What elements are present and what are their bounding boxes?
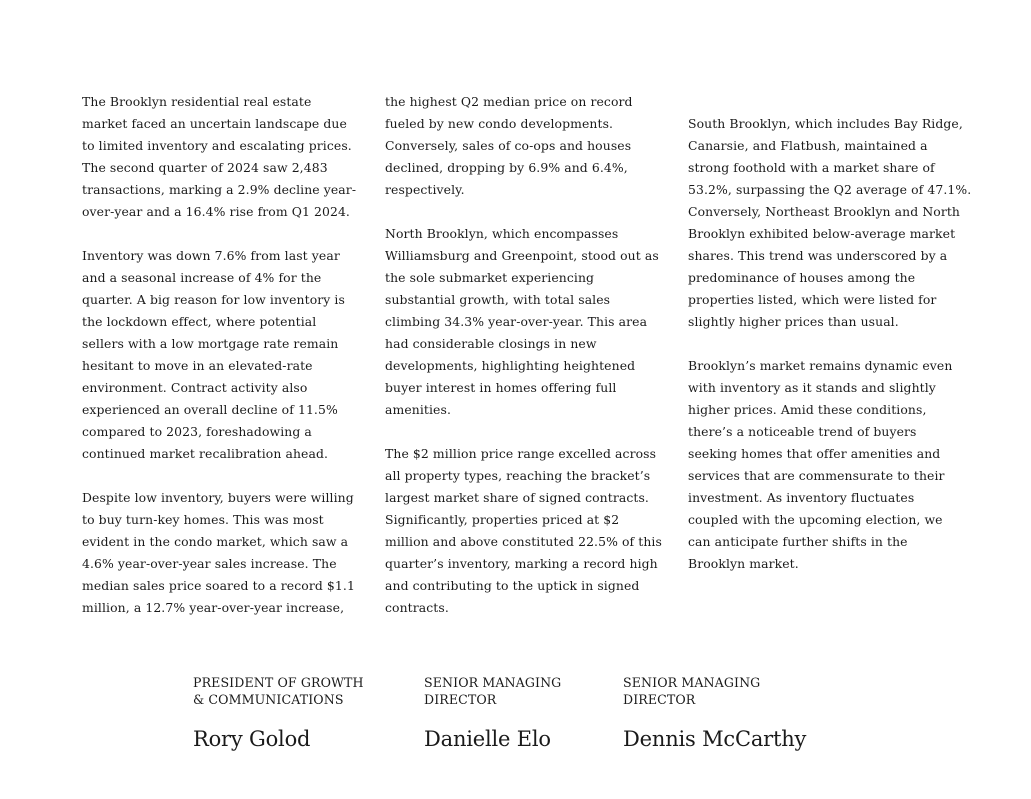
text-column-2 — [385, 91, 662, 619]
text-line: fueled by new condo developments. — [385, 116, 614, 131]
text-line: 53.2%, surpassing the Q2 average of 47.1%. — [688, 182, 972, 197]
text-line: to limited inventory and escalating prices. — [82, 138, 352, 153]
text-line: evident in the condo market, which saw a — [82, 534, 349, 549]
text-line: and contributing to the uptick in signed — [385, 578, 640, 593]
role-line: SENIOR MANAGING — [424, 675, 562, 690]
role-line: DIRECTOR — [623, 692, 696, 707]
paragraph-spacer — [385, 201, 662, 223]
paragraph — [688, 113, 971, 333]
text-line: the sole submarket experiencing — [385, 270, 595, 285]
text-line: Brooklyn exhibited below-average market — [688, 226, 956, 241]
text-line: The $2 million price range excelled across — [385, 446, 657, 461]
paragraph-spacer — [385, 421, 662, 443]
signatory-role — [193, 674, 364, 708]
text-line: largest market share of signed contracts. — [385, 490, 649, 505]
signatory-name: Danielle Elo — [424, 727, 551, 751]
text-line: Significantly, properties priced at $2 — [385, 512, 620, 527]
text-line: Williamsburg and Greenpoint, stood out as — [385, 248, 659, 263]
role-line: PRESIDENT OF GROWTH — [193, 675, 364, 690]
text-line: higher prices. Amid these conditions, — [688, 402, 927, 417]
text-line: the lockdown effect, where potential — [82, 314, 317, 329]
text-line: quarter’s inventory, marking a record high — [385, 556, 658, 571]
text-line: median sales price soared to a record $1.1 — [82, 578, 355, 593]
text-line: The Brooklyn residential real estate — [82, 94, 312, 109]
signatory-role — [424, 674, 561, 708]
text-line: all property types, reaching the bracket’s — [385, 468, 651, 483]
text-line: over-year and a 16.4% rise from Q1 2024. — [82, 204, 350, 219]
text-line: declined, dropping by 6.9% and 6.4%, — [385, 160, 628, 175]
paragraph-spacer — [688, 333, 971, 355]
text-line: experienced an overall decline of 11.5% — [82, 402, 338, 417]
text-line: hesitant to move in an elevated-rate — [82, 358, 313, 373]
text-line: with inventory as it stands and slightly — [688, 380, 936, 395]
paragraph — [385, 223, 662, 421]
text-line: properties listed, which were listed for — [688, 292, 937, 307]
text-line: transactions, marking a 2.9% decline year- — [82, 182, 357, 197]
signatory-role — [623, 674, 760, 708]
text-line: substantial growth, with total sales — [385, 292, 611, 307]
text-line: to buy turn-key homes. This was most — [82, 512, 324, 527]
role-line: SENIOR MANAGING — [623, 675, 761, 690]
text-line: seeking homes that offer amenities and — [688, 446, 941, 461]
text-line: slightly higher prices than usual. — [688, 314, 899, 329]
text-line: Despite low inventory, buyers were willing — [82, 490, 354, 505]
text-line: Brooklyn’s market remains dynamic even — [688, 358, 953, 373]
text-line: there’s a noticeable trend of buyers — [688, 424, 917, 439]
text-line: respectively. — [385, 182, 465, 197]
text-line: 4.6% year-over-year sales increase. The — [82, 556, 337, 571]
text-line: The second quarter of 2024 saw 2,483 — [82, 160, 328, 175]
text-line: coupled with the upcoming election, we — [688, 512, 943, 527]
text-line: strong foothold with a market share of — [688, 160, 935, 175]
paragraph — [688, 355, 971, 575]
text-line: million, a 12.7% year-over-year increase, — [82, 600, 345, 615]
paragraph — [82, 487, 356, 619]
text-line: shares. This trend was underscored by a — [688, 248, 948, 263]
text-line: Conversely, Northeast Brooklyn and North — [688, 204, 961, 219]
text-line: services that are commensurate to their — [688, 468, 945, 483]
text-line: continued market recalibration ahead. — [82, 446, 329, 461]
text-line: compared to 2023, foreshadowing a — [82, 424, 312, 439]
text-line: sellers with a low mortgage rate remain — [82, 336, 339, 351]
paragraph — [385, 443, 662, 619]
text-line: had considerable closings in new — [385, 336, 597, 351]
paragraph — [82, 91, 356, 223]
signatory-name: Dennis McCarthy — [623, 727, 807, 751]
text-line: Inventory was down 7.6% from last year — [82, 248, 340, 263]
text-line: developments, highlighting heightened — [385, 358, 636, 373]
text-column-1 — [82, 91, 356, 619]
text-line: predominance of houses among the — [688, 270, 916, 285]
text-line: amenities. — [385, 402, 451, 417]
paragraph-spacer — [82, 465, 356, 487]
text-line: investment. As inventory fluctuates — [688, 490, 915, 505]
paragraph — [82, 245, 356, 465]
text-line: environment. Contract activity also — [82, 380, 308, 395]
text-column-3 — [688, 113, 971, 575]
text-line: market faced an uncertain landscape due — [82, 116, 347, 131]
text-line: Brooklyn market. — [688, 556, 799, 571]
signatory-2 — [424, 674, 562, 751]
text-line: buyer interest in homes offering full — [385, 380, 617, 395]
text-line: Canarsie, and Flatbush, maintained a — [688, 138, 928, 153]
signatory-name: Rory Golod — [193, 727, 311, 751]
paragraph-spacer — [82, 223, 356, 245]
text-line: Conversely, sales of co-ops and houses — [385, 138, 632, 153]
text-line: can anticipate further shifts in the — [688, 534, 908, 549]
text-line: North Brooklyn, which encompasses — [385, 226, 619, 241]
role-line: DIRECTOR — [424, 692, 497, 707]
text-line: contracts. — [385, 600, 449, 615]
paragraph — [385, 91, 662, 201]
signatory-1 — [193, 674, 364, 751]
role-line: & COMMUNICATIONS — [193, 692, 344, 707]
text-line: and a seasonal increase of 4% for the — [82, 270, 322, 285]
text-line: climbing 34.3% year-over-year. This area — [385, 314, 648, 329]
text-line: the highest Q2 median price on record — [385, 94, 633, 109]
text-line: quarter. A big reason for low inventory is — [82, 292, 345, 307]
signatory-3 — [623, 674, 807, 751]
text-line: million and above constituted 22.5% of this — [385, 534, 662, 549]
text-line: South Brooklyn, which includes Bay Ridge, — [688, 116, 963, 131]
